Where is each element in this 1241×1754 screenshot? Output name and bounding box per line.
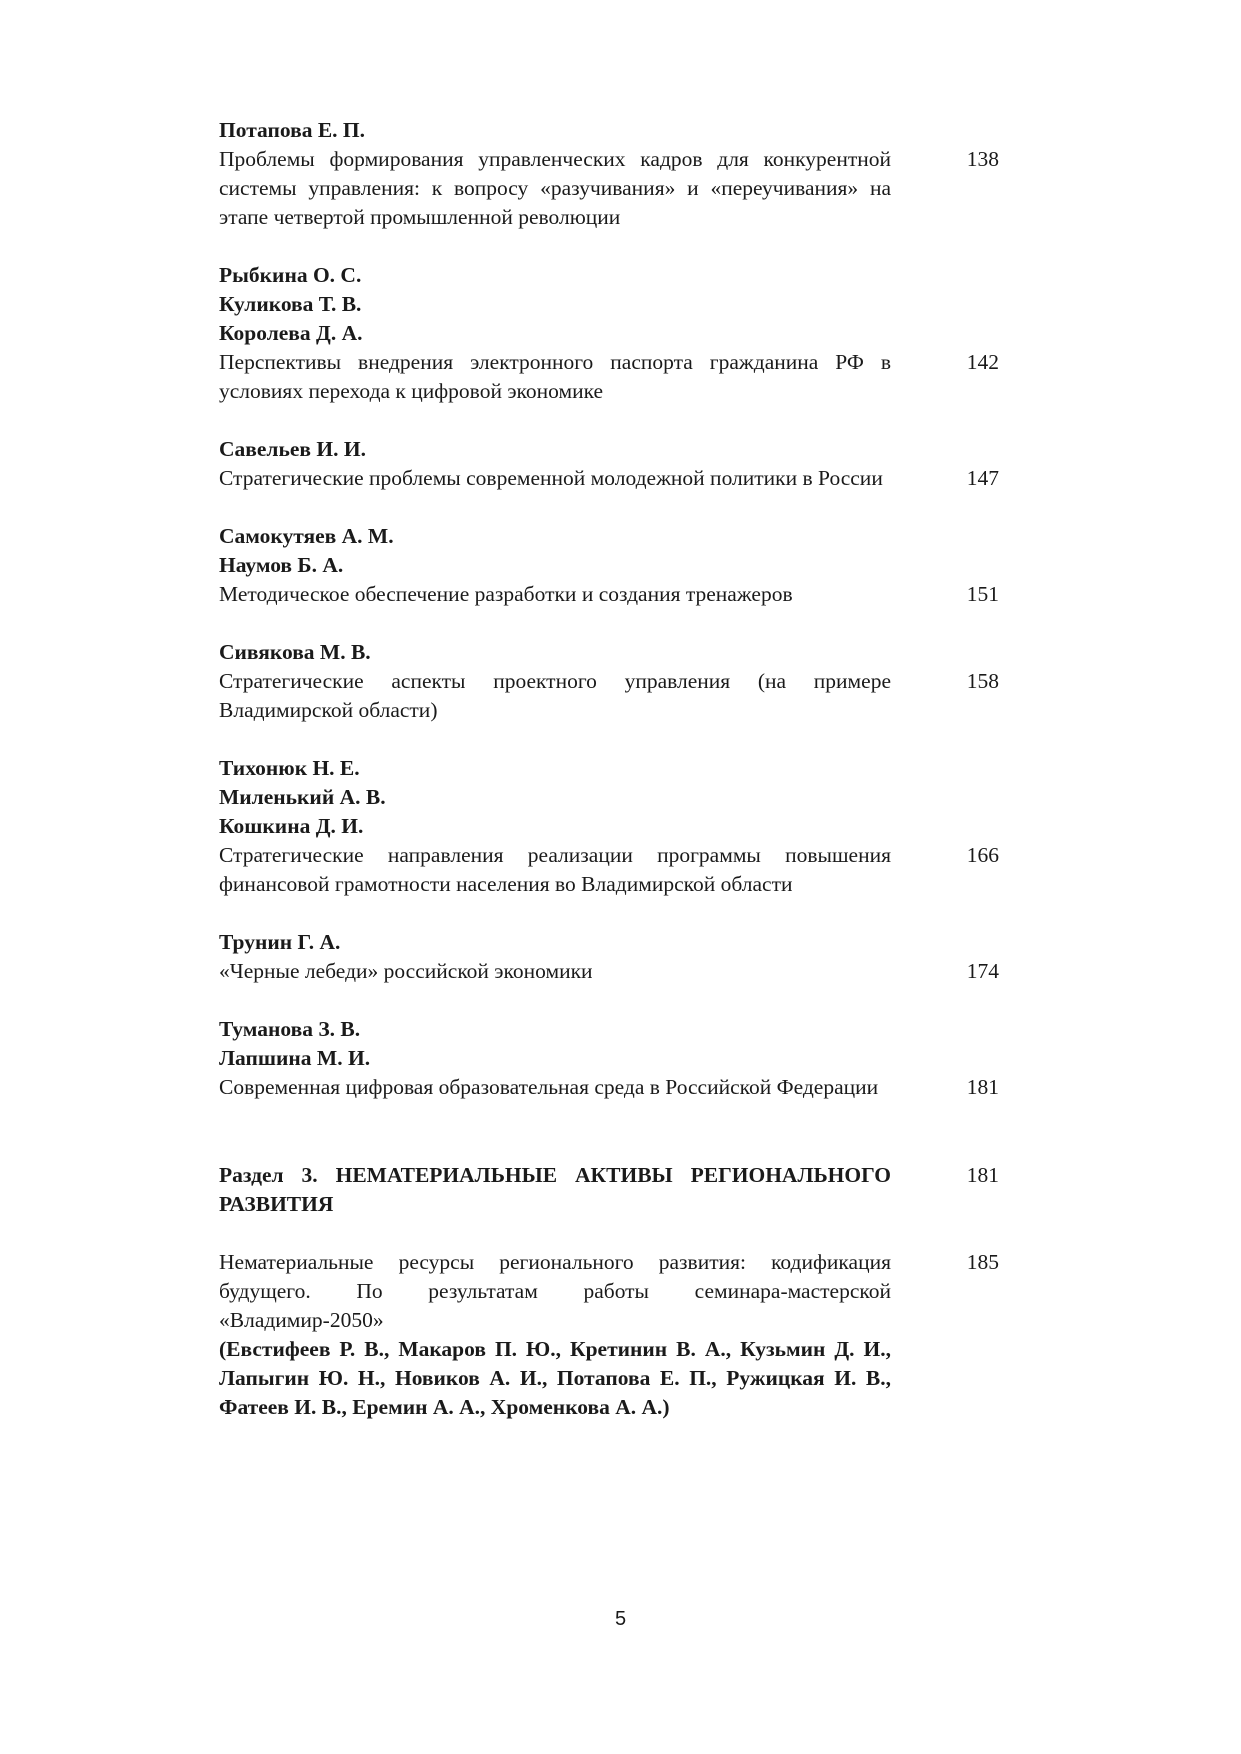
entry-row	[219, 957, 999, 986]
toc-entry	[219, 522, 999, 609]
entry-title: Проблемы формирования управленческих кадров для конкурентной системы управления: к вопросу «разучивания» и «переучивания» на этапе четвертой промышленной революции	[219, 147, 891, 229]
entry-title: Современная цифровая образовательная среда в Российской Федерации	[219, 1075, 879, 1099]
section-page: 181	[966, 1163, 999, 1187]
toc-entry	[219, 116, 999, 232]
entry-page: 138	[966, 147, 999, 171]
toc-entry	[219, 435, 999, 493]
entry-page: 181	[966, 1075, 999, 1099]
author-name: Куликова Т. В.	[219, 292, 362, 316]
author-name: Трунин Г. А.	[219, 930, 341, 954]
entry-row	[219, 841, 999, 899]
toc-entry	[219, 261, 999, 406]
entry-page: 142	[966, 350, 999, 374]
toc-entry	[219, 1015, 999, 1102]
entry-page: 147	[966, 466, 999, 490]
contributors-list: (Евстифеев Р. В., Макаров П. Ю., Кретинин В. А., Кузьмин Д. И., Лапыгин Ю. Н., Новиков А. И., Потапова Е. П., Ружицкая И. В., Фатеев И. В., Еремин А. А., Хроменкова А. А.)	[219, 1337, 891, 1419]
entry-title: «Черные лебеди» российской экономики	[219, 959, 593, 983]
section-title: Раздел 3. НЕМАТЕРИАЛЬНЫЕ АКТИВЫ РЕГИОНАЛЬНОГО РАЗВИТИЯ	[219, 1163, 891, 1216]
author-name: Потапова Е. П.	[219, 118, 366, 142]
entry-authors	[219, 435, 999, 464]
page-number: 5	[614, 1608, 627, 1630]
author-name: Кошкина Д. И.	[219, 814, 364, 838]
entry-row	[219, 145, 999, 232]
entry-title: Нематериальные ресурсы регионального развития: кодификация будущего. По результатам работы семинара-мастерской «Владимир-2050»	[219, 1250, 891, 1332]
author-name: Савельев И. И.	[219, 437, 366, 461]
entry-authors	[219, 116, 999, 145]
entry-authors	[219, 261, 999, 348]
author-name: Тихонюк Н. Е.	[219, 756, 360, 780]
entry-row	[219, 667, 999, 725]
toc-entry	[219, 638, 999, 725]
entry-row	[219, 1248, 999, 1335]
entry-page: 185	[966, 1250, 999, 1274]
entry-page: 158	[966, 669, 999, 693]
author-name: Туманова З. В.	[219, 1017, 361, 1041]
entry-authors	[219, 928, 999, 957]
section-heading	[219, 1161, 999, 1219]
toc-entry	[219, 1248, 999, 1422]
entry-title: Перспективы внедрения электронного паспорта гражданина РФ в условиях перехода к цифровой экономике	[219, 350, 891, 403]
section-row	[219, 1161, 999, 1219]
entry-page: 151	[966, 582, 999, 606]
table-of-contents	[219, 116, 999, 1451]
toc-entry	[219, 928, 999, 986]
entry-authors	[219, 522, 999, 580]
entry-row	[219, 464, 999, 493]
author-name: Самокутяев А. М.	[219, 524, 394, 548]
entry-title: Стратегические аспекты проектного управления (на примере Владимирской области)	[219, 669, 891, 722]
entry-authors	[219, 754, 999, 841]
entry-page: 174	[966, 959, 999, 983]
toc-entry	[219, 754, 999, 899]
entry-title: Стратегические проблемы современной молодежной политики в России	[219, 466, 883, 490]
author-name: Сивякова М. В.	[219, 640, 371, 664]
author-name: Лапшина М. И.	[219, 1046, 371, 1070]
entry-authors	[219, 1015, 999, 1073]
entry-page: 166	[966, 843, 999, 867]
entry-row	[219, 580, 999, 609]
author-name: Королева Д. А.	[219, 321, 363, 345]
author-name: Наумов Б. А.	[219, 553, 344, 577]
entry-row	[219, 348, 999, 406]
author-name: Рыбкина О. С.	[219, 263, 362, 287]
author-name: Миленький А. В.	[219, 785, 386, 809]
entry-authors	[219, 638, 999, 667]
entry-title: Методическое обеспечение разработки и создания тренажеров	[219, 582, 793, 606]
entry-row	[219, 1073, 999, 1102]
entry-title: Стратегические направления реализации программы повышения финансовой грамотности населения во Владимирской области	[219, 843, 891, 896]
